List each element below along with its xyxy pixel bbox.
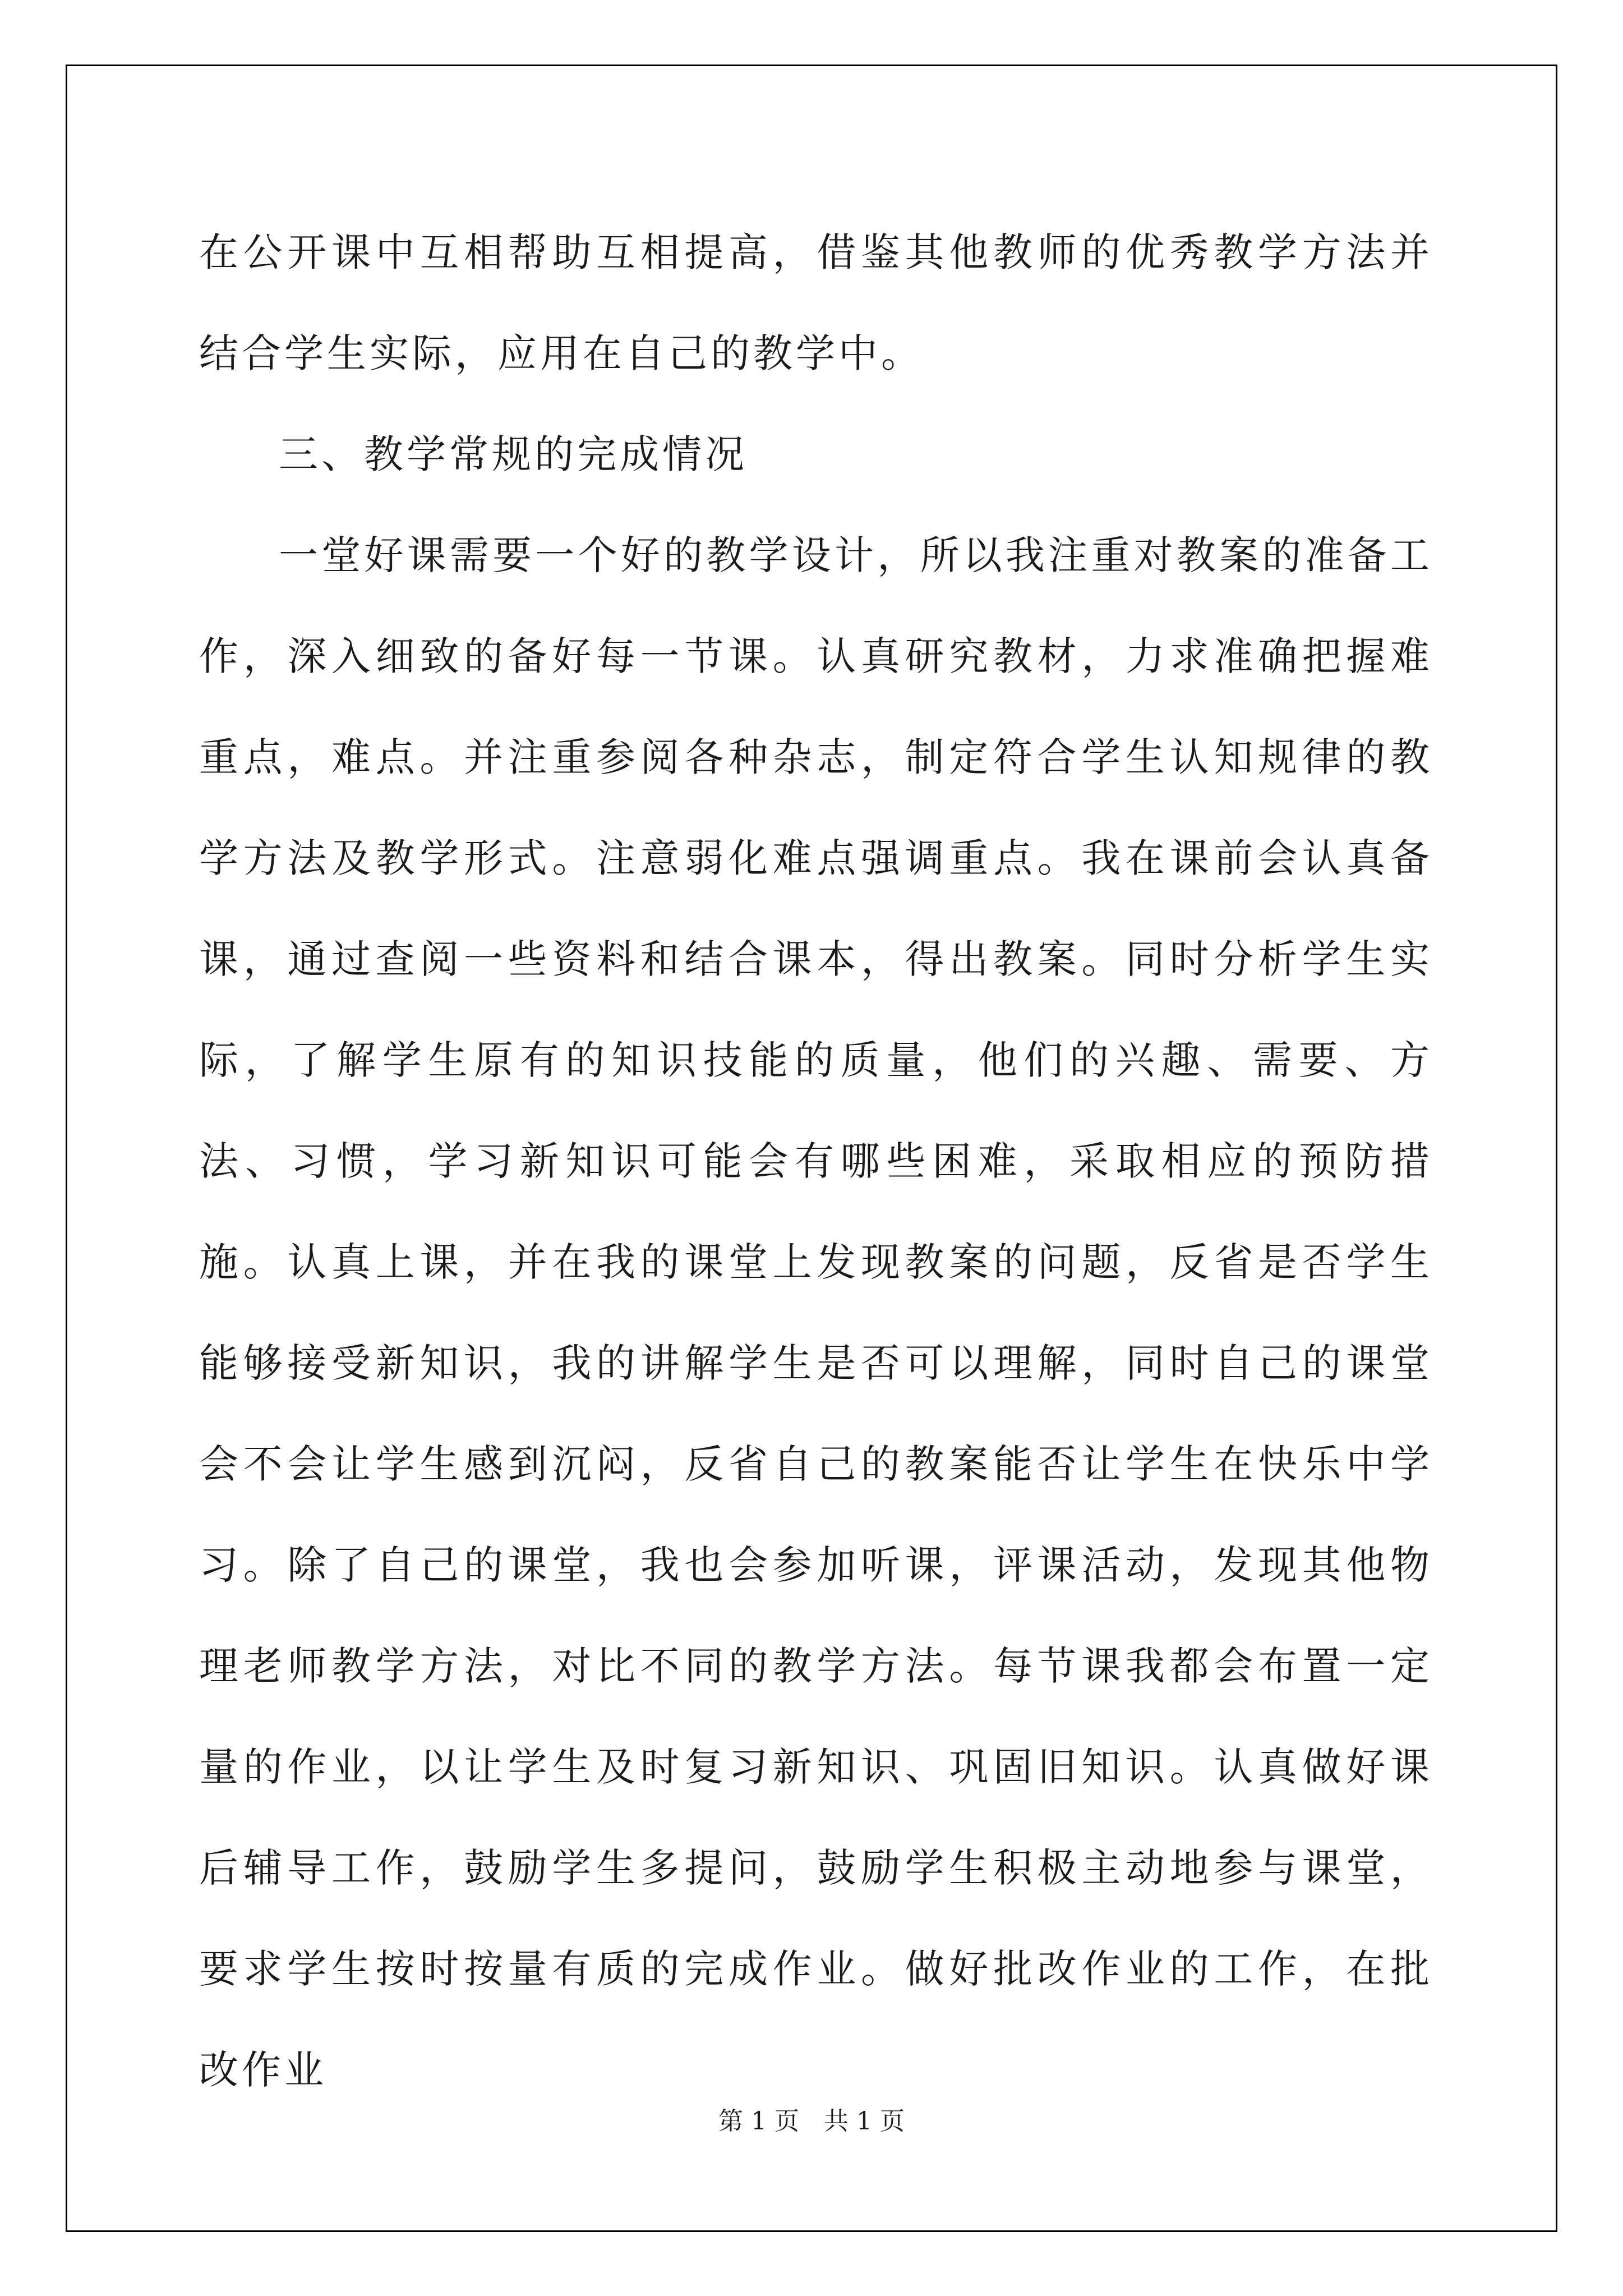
page-footer: 第 1 页 共 1 页	[718, 2107, 905, 2136]
document-body	[199, 202, 1433, 2120]
paragraph-continuation: 在公开课中互相帮助互相提高，借鉴其他教师的优秀教学方法并结合学生实际，应用在自己的教学中。	[199, 229, 1433, 376]
paragraph-main: 一堂好课需要一个好的教学设计，所以我注重对教案的准备工作，深入细致的备好每一节课。认真研究教材，力求准确把握难重点，难点。并注重参阅各种杂志，制定符合学生认知规律的教学方法及教学形式。注意弱化难点强调重点。我在课前会认真备课，通过查阅一些资料和结合课本，得出教案。同时分析学生实际，了解学生原有的知识技能的质量，他们的兴趣、需要、方法、习惯，学习新知识可能会有哪些困难，采取相应的预防措施。认真上课，并在我的课堂上发现教案的问题，反省是否学生能够接受新知识，我的讲解学生是否可以理解，同时自己的课堂会不会让学生感到沉闷，反省自己的教案能否让学生在快乐中学习。除了自己的课堂，我也会参加听课，评课活动，发现其他物理老师教学方法，对比不同的教学方法。每节课我都会布置一定量的作业，以让学生及时复习新知识、巩固旧知识。认真做好课后辅导工作，鼓励学生多提问，鼓励学生积极主动地参与课堂，要求学生按时按量有质的完成作业。做好批改作业的工作，在批改作业	[199, 532, 1433, 2093]
section-heading: 三、教学常规的完成情况	[279, 431, 748, 477]
